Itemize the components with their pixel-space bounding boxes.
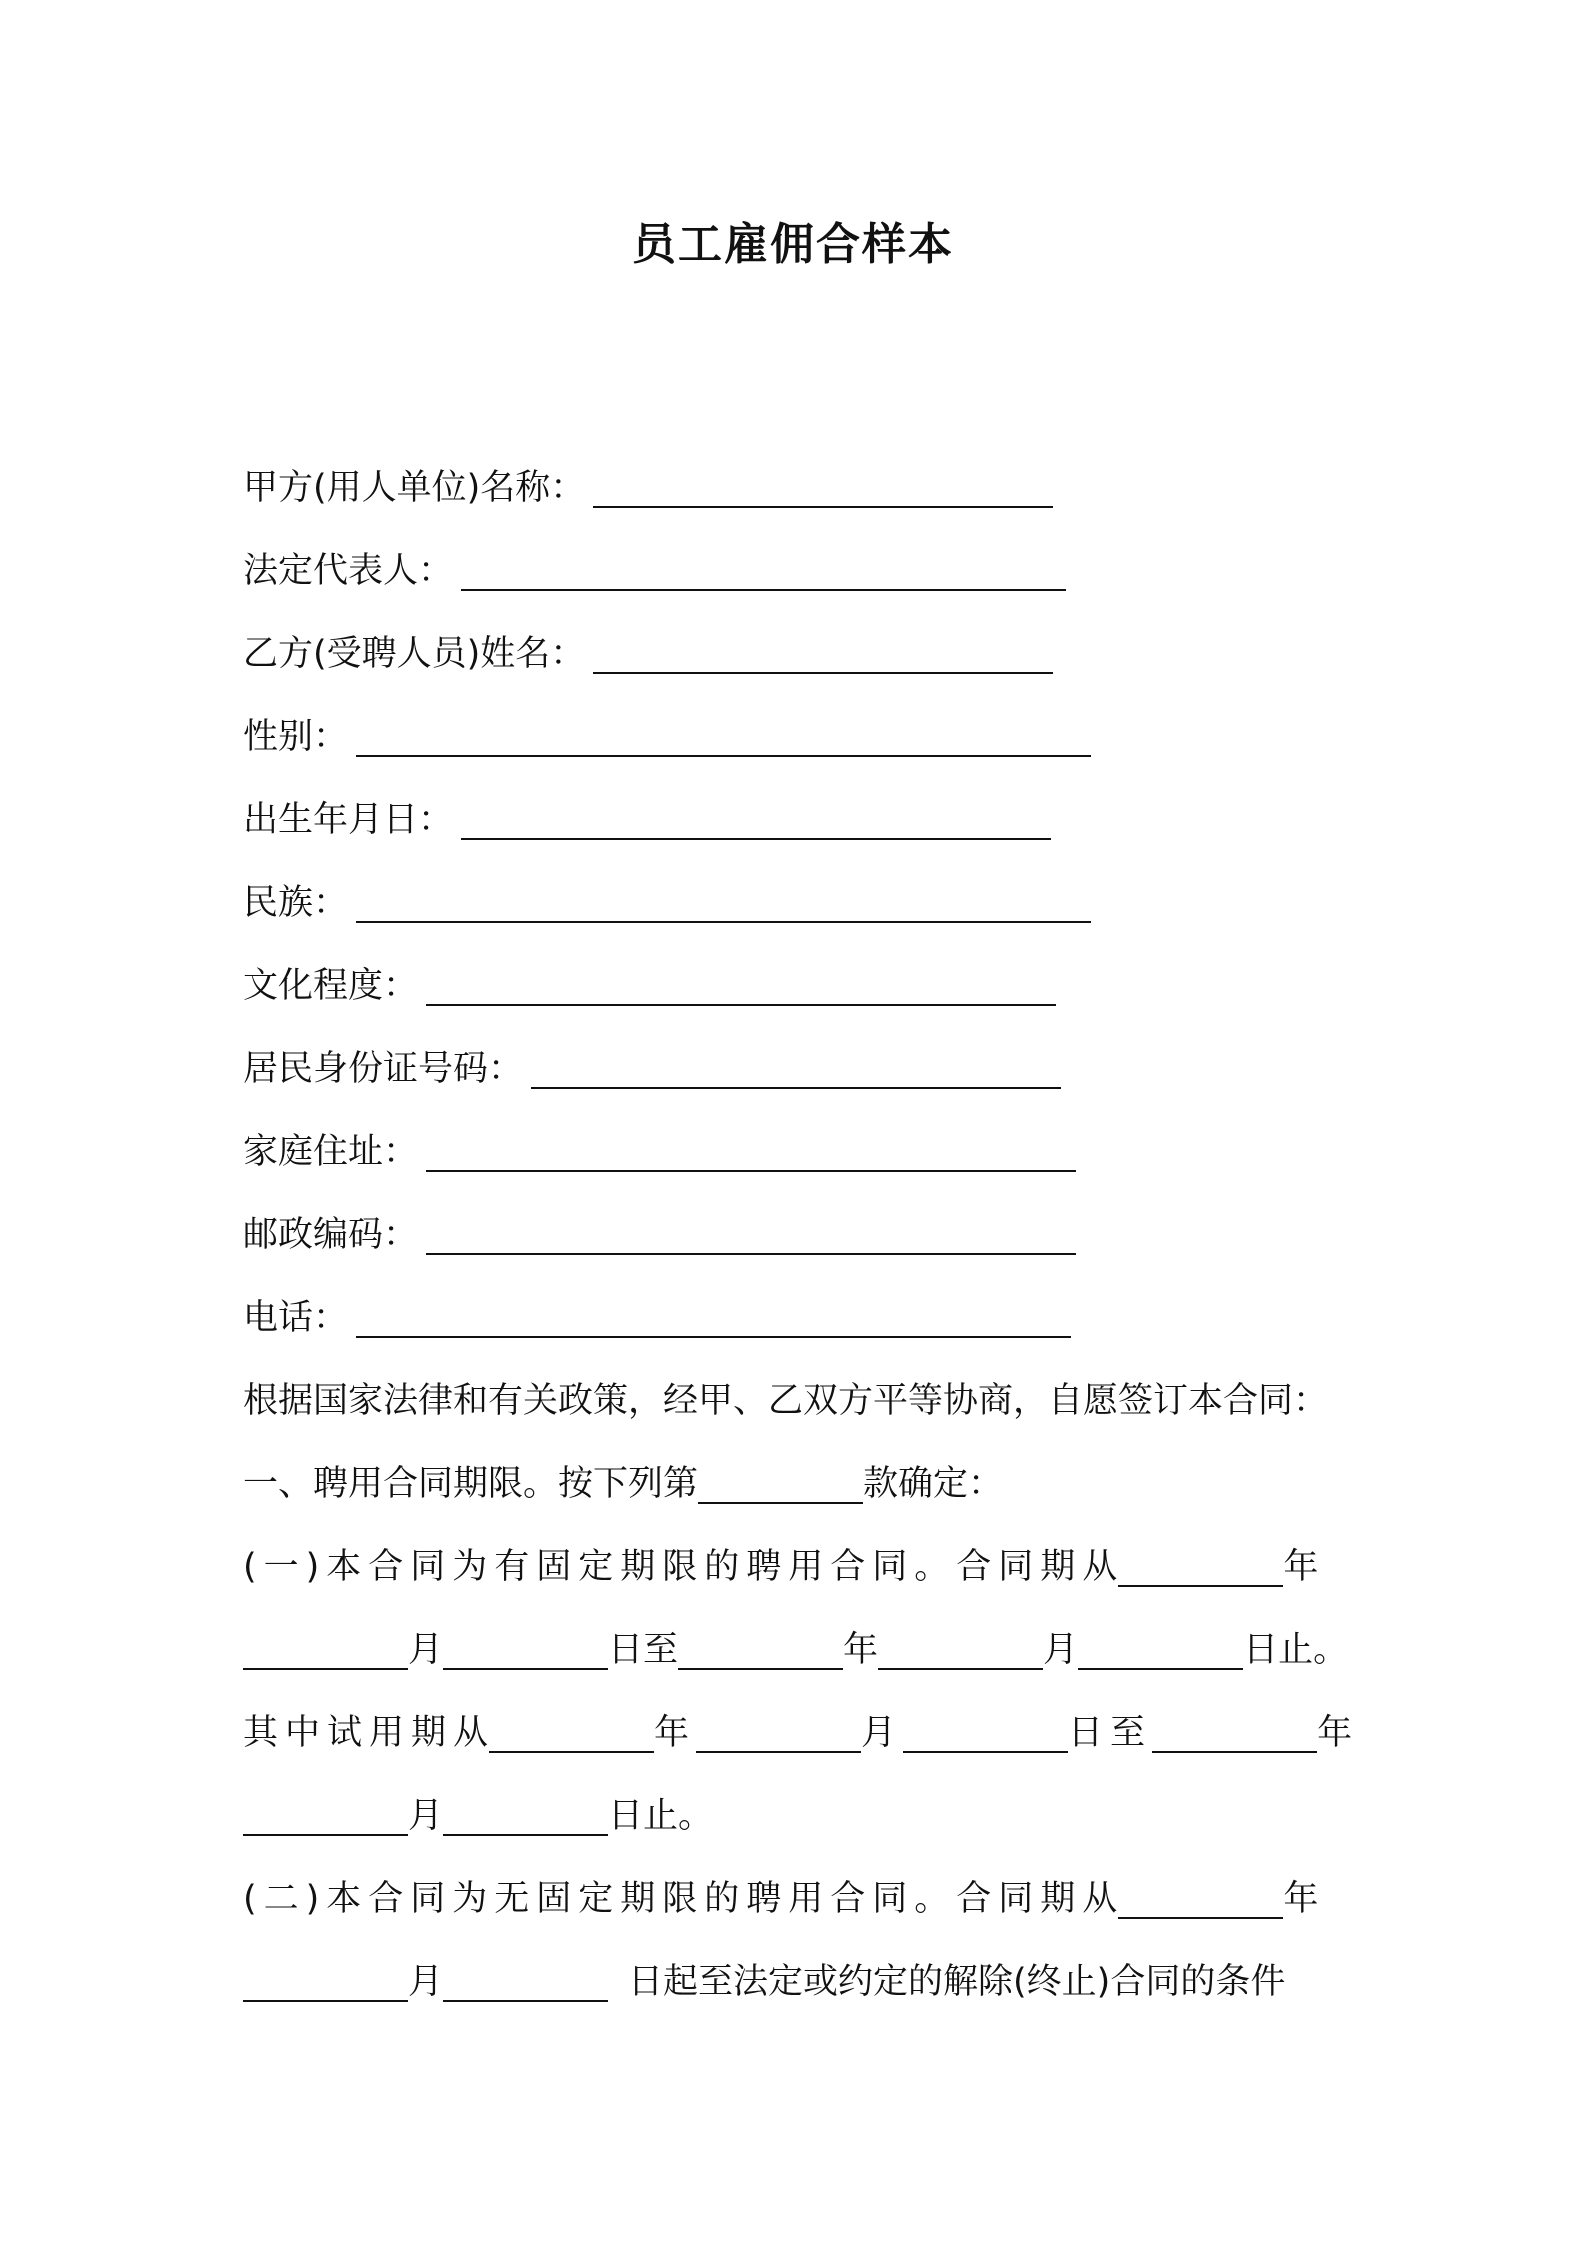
- phone-label: 电话：: [243, 1298, 349, 1338]
- clause-1-day-end-label: 日止。: [1243, 1630, 1349, 1670]
- gender-row: [243, 711, 1091, 763]
- legal-rep-row: [243, 545, 1066, 597]
- clause-1-start-year-blank[interactable]: [1118, 1545, 1283, 1587]
- clause-2-line-1: [243, 1873, 1325, 1925]
- clause-1-line-2: [243, 1624, 1348, 1676]
- legal-rep-blank[interactable]: [461, 549, 1066, 591]
- clause-2-text: (二)本合同为无固定期限的聘用合同。合同期从: [243, 1879, 1125, 1919]
- education-row: [243, 960, 1056, 1012]
- clause-2-start-year-blank[interactable]: [1118, 1877, 1283, 1919]
- gender-blank[interactable]: [356, 715, 1091, 757]
- probation-end-year-blank[interactable]: [1152, 1711, 1317, 1753]
- birth-date-label: 出生年月日：: [243, 800, 454, 840]
- clause-1-line-1: [243, 1541, 1325, 1593]
- home-address-label: 家庭住址：: [243, 1132, 419, 1172]
- preamble: [243, 1375, 1328, 1427]
- probation-start-day-blank[interactable]: [903, 1711, 1068, 1753]
- section-1-blank[interactable]: [698, 1462, 863, 1504]
- probation-line-1: [243, 1707, 1359, 1759]
- party-a-row: [243, 462, 1053, 514]
- education-label: 文化程度：: [243, 966, 419, 1006]
- clause-2-month-label: 月: [408, 1962, 444, 2002]
- party-b-row: [243, 628, 1053, 680]
- clause-2-year-label: 年: [1283, 1879, 1326, 1919]
- ethnicity-label: 民族：: [243, 883, 349, 923]
- clause-1-day-to-label: 日至: [608, 1630, 679, 1670]
- clause-1-end-day-blank[interactable]: [1078, 1628, 1243, 1670]
- clause-1-start-day-blank[interactable]: [443, 1628, 608, 1670]
- clause-1-month-label: 月: [408, 1630, 444, 1670]
- probation-start-year-blank[interactable]: [489, 1711, 654, 1753]
- probation-line-2: [243, 1790, 713, 1842]
- probation-start-month-blank[interactable]: [696, 1711, 861, 1753]
- clause-2-start-day-blank[interactable]: [443, 1960, 608, 2002]
- clause-1-end-year-label: 年: [843, 1630, 879, 1670]
- document-title: 员工雇佣合样本: [632, 219, 954, 270]
- party-a-label: 甲方(用人单位)名称：: [243, 468, 586, 508]
- party-b-label: 乙方(受聘人员)姓名：: [243, 634, 586, 674]
- probation-end-month-label: 月: [408, 1796, 444, 1836]
- probation-year-label: 年: [654, 1713, 697, 1753]
- clause-2-line-2: [243, 1956, 1285, 2008]
- section-1-text-a: 一、聘用合同期限。按下列第: [243, 1464, 699, 1504]
- section-1-heading: [243, 1458, 1003, 1510]
- probation-month-label: 月: [861, 1713, 904, 1753]
- home-address-blank[interactable]: [426, 1130, 1076, 1172]
- clause-1-end-month-blank[interactable]: [878, 1628, 1043, 1670]
- gender-label: 性别：: [243, 717, 349, 757]
- clause-2-end-text: 日起至法定或约定的解除(终止)合同的条件: [628, 1962, 1286, 2002]
- ethnicity-blank[interactable]: [356, 881, 1091, 923]
- birth-date-blank[interactable]: [461, 798, 1051, 840]
- clause-1-year-label: 年: [1283, 1547, 1326, 1587]
- postal-code-row: [243, 1209, 1076, 1261]
- probation-day-to-label: 日至: [1068, 1713, 1153, 1753]
- probation-day-end-label: 日止。: [608, 1796, 714, 1836]
- id-number-row: [243, 1043, 1061, 1095]
- legal-rep-label: 法定代表人：: [243, 551, 454, 591]
- party-a-blank[interactable]: [593, 466, 1053, 508]
- postal-code-blank[interactable]: [426, 1213, 1076, 1255]
- clause-1-start-month-blank[interactable]: [243, 1628, 408, 1670]
- probation-end-year-label: 年: [1317, 1713, 1360, 1753]
- clause-1-end-month-label: 月: [1043, 1630, 1079, 1670]
- probation-text: 其中试用期从: [243, 1713, 496, 1753]
- ethnicity-row: [243, 877, 1091, 929]
- clause-1-end-year-blank[interactable]: [678, 1628, 843, 1670]
- home-address-row: [243, 1126, 1076, 1178]
- preamble-text: 根据国家法律和有关政策，经甲、乙双方平等协商，自愿签订本合同：: [243, 1381, 1329, 1421]
- party-b-blank[interactable]: [593, 632, 1053, 674]
- id-number-label: 居民身份证号码：: [243, 1049, 524, 1089]
- probation-end-day-blank[interactable]: [443, 1794, 608, 1836]
- section-1-text-b: 款确定：: [863, 1464, 1004, 1504]
- clause-1-text: (一)本合同为有固定期限的聘用合同。合同期从: [243, 1547, 1125, 1587]
- clause-2-start-month-blank[interactable]: [243, 1960, 408, 2002]
- phone-row: [243, 1292, 1071, 1344]
- postal-code-label: 邮政编码：: [243, 1215, 419, 1255]
- phone-blank[interactable]: [356, 1296, 1071, 1338]
- education-blank[interactable]: [426, 964, 1056, 1006]
- id-number-blank[interactable]: [531, 1047, 1061, 1089]
- birth-date-row: [243, 794, 1051, 846]
- probation-end-month-blank[interactable]: [243, 1794, 408, 1836]
